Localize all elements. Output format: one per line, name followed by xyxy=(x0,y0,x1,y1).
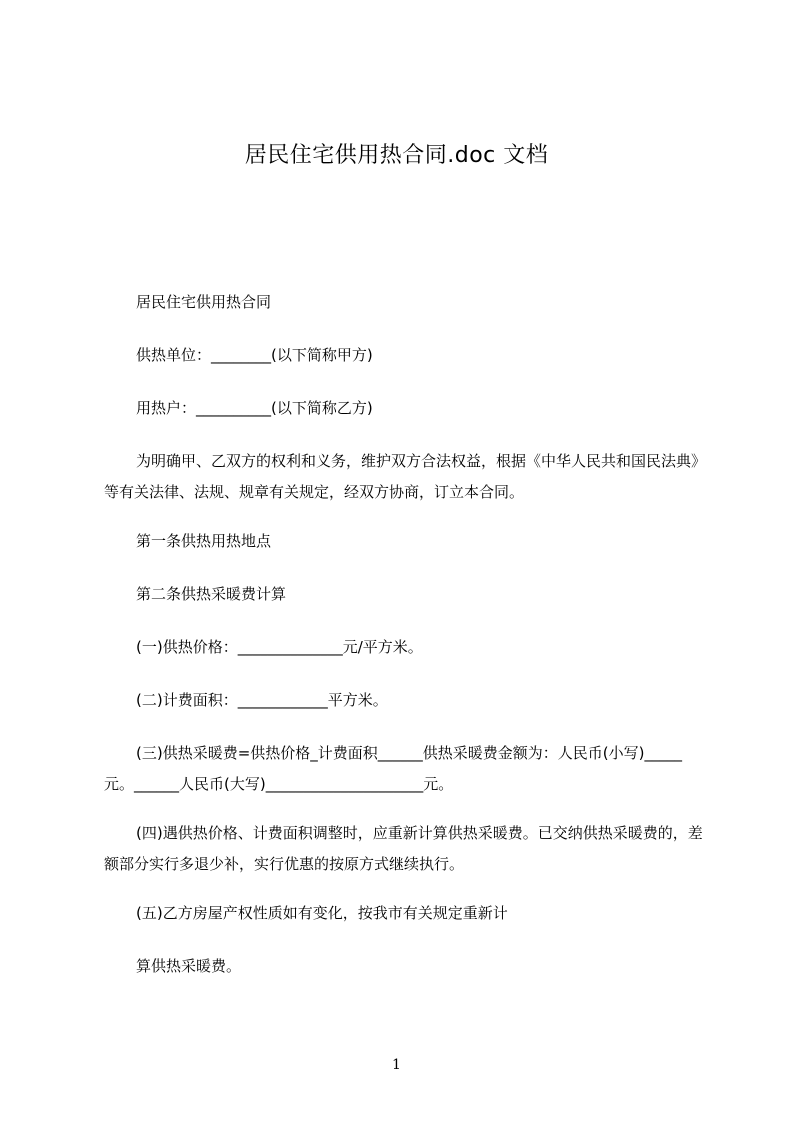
heating-user-line: 用热户：__________(以下简称乙方) xyxy=(136,399,373,417)
article-two-heading: 第二条供热采暖费计算 xyxy=(136,585,287,603)
page-number: 1 xyxy=(392,1057,401,1073)
heating-supplier-line: 供热单位：________(以下简称甲方) xyxy=(136,346,373,364)
contract-heading: 居民住宅供用热合同 xyxy=(136,293,272,311)
clause-area: (二)计费面积：____________平方米。 xyxy=(136,691,388,709)
clause-property-change: (五)乙方房屋产权性质如有变化，按我市有关规定重新计 xyxy=(136,904,508,922)
article-one-heading: 第一条供热用热地点 xyxy=(136,532,272,550)
clause-property-change-continued: 算供热采暖费。 xyxy=(136,957,242,975)
document-title: 居民住宅供用热合同.doc 文档 xyxy=(244,143,549,168)
clause-fee-formula: (三)供热采暖费=供热价格_计费面积______供热采暖费金额为：人民币(小写)_____元。______人民币(大写)_____________________元。 xyxy=(104,744,682,793)
preamble-paragraph: 为明确甲、乙双方的权利和义务，维护双方合法权益，根据《中华人民共和国民法典》等有关法律、法规、规章有关规定，经双方协商，订立本合同。 xyxy=(104,452,699,501)
clause-price: (一)供热价格：______________元/平方米。 xyxy=(136,638,423,656)
clause-adjustment: (四)遇供热价格、计费面积调整时，应重新计算供热采暖费。已交纳供热采暖费的，差额部分实行多退少补，实行优惠的按原方式继续执行。 xyxy=(104,824,703,873)
